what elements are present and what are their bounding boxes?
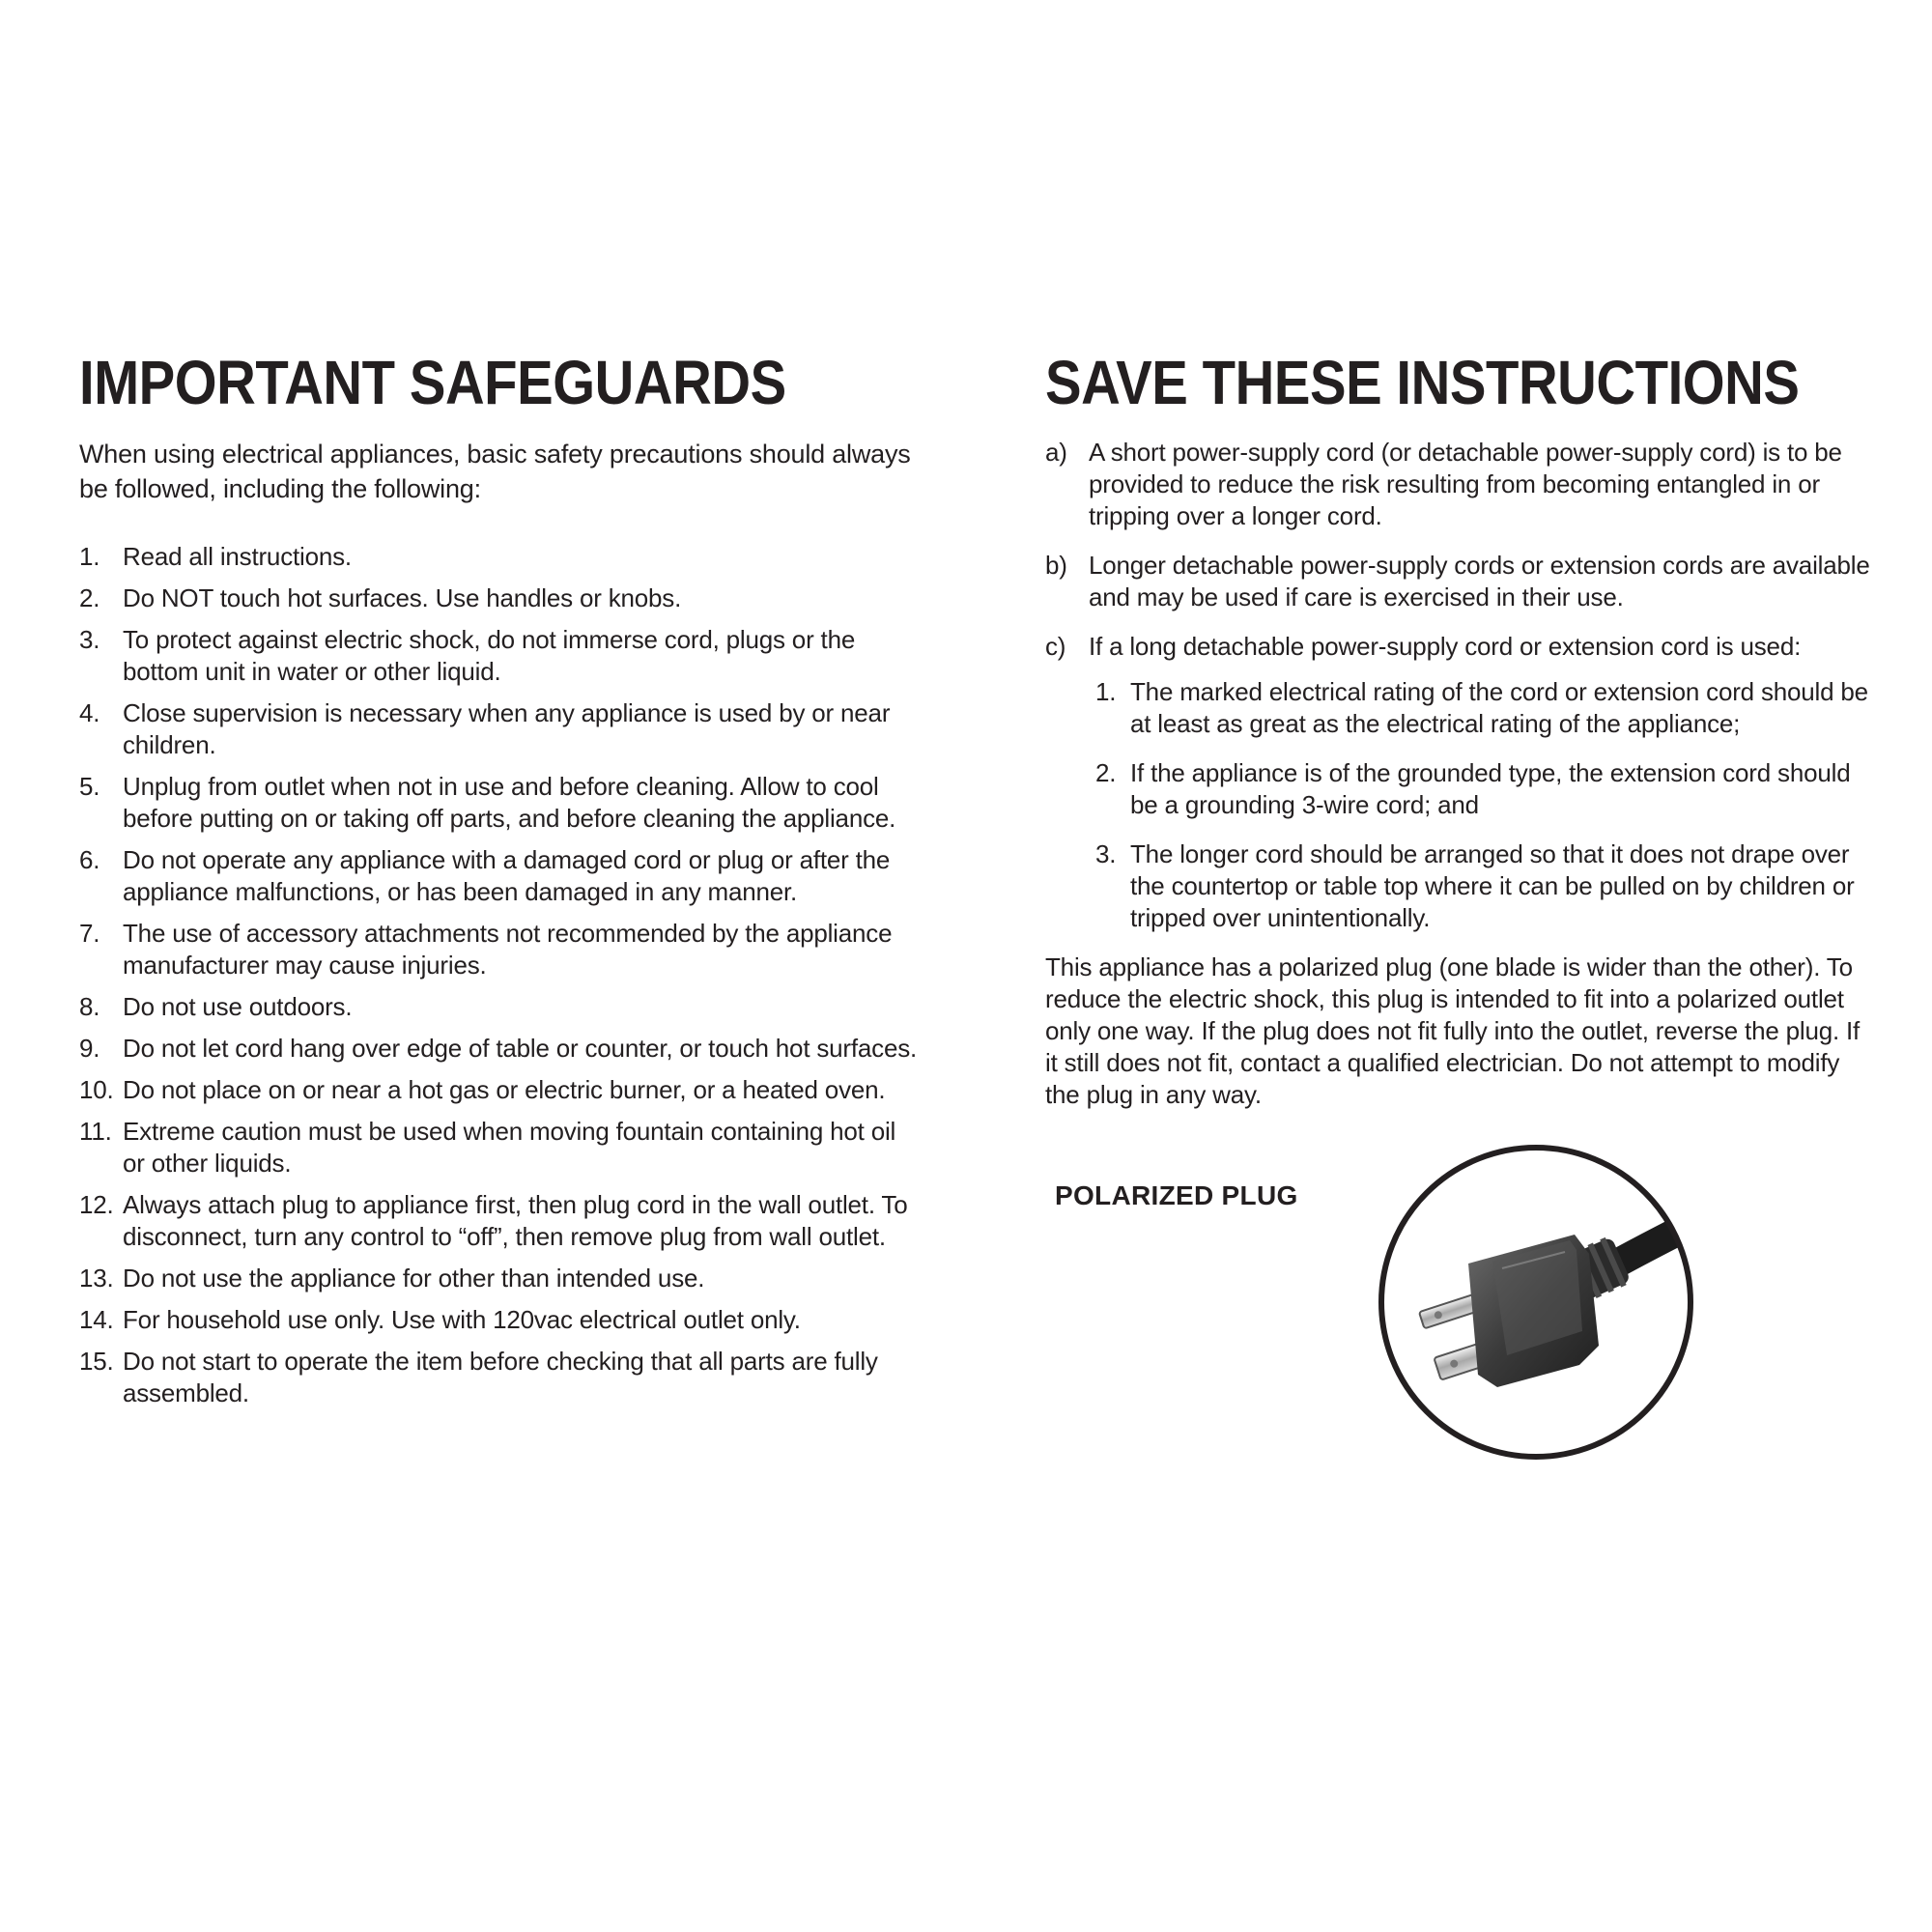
list-item — [79, 541, 920, 573]
item-number: 2. — [1095, 757, 1117, 787]
item-number: 7. — [79, 918, 100, 948]
list-item — [79, 624, 920, 688]
item-text: Do not operate any appliance with a damaged cord or plug or after the appliance malfunctions, or has been damaged in any manner. — [123, 844, 891, 906]
cord-instructions-list — [1045, 437, 1876, 663]
list-item — [1045, 631, 1876, 663]
item-text: Do NOT touch hot surfaces. Use handles or knobs. — [123, 582, 682, 612]
list-item — [79, 1346, 920, 1409]
item-number: 15. — [79, 1346, 114, 1376]
item-number: 10. — [79, 1074, 114, 1104]
polarized-plug-label: POLARIZED PLUG — [1055, 1180, 1298, 1210]
item-text: Unplug from outlet when not in use and before cleaning. Allow to cool before putting on or taking off parts, and before cleaning the appliance. — [123, 771, 896, 833]
item-text: The longer cord should be arranged so that it does not drape over the countertop or table top where it can be pulled on by children or tripped over unintentionally. — [1130, 838, 1855, 932]
item-number: 1. — [1095, 676, 1117, 706]
list-item — [79, 1189, 920, 1253]
item-text: If the appliance is of the grounded type, the extension cord should be a grounding 3-wire cord; and — [1130, 757, 1851, 819]
item-text: Do not use the appliance for other than intended use. — [123, 1263, 705, 1293]
item-number: 12. — [79, 1189, 114, 1219]
list-item — [79, 918, 920, 981]
item-number: 5. — [79, 771, 100, 801]
item-text: Longer detachable power-supply cords or extension cords are available and may be used if care is exercised in their use. — [1089, 550, 1870, 611]
item-number: 3. — [79, 624, 100, 654]
list-item — [79, 1263, 920, 1294]
item-number: 2. — [79, 582, 100, 612]
item-letter: c) — [1045, 631, 1066, 661]
item-text: Read all instructions. — [123, 541, 352, 571]
item-text: Do not let cord hang over edge of table or counter, or touch hot surfaces. — [123, 1033, 918, 1063]
sublist-item — [1095, 676, 1876, 740]
item-number: 3. — [1095, 838, 1117, 868]
page-title-safeguards: IMPORTANT SAFEGUARDS — [79, 348, 786, 417]
item-number: 6. — [79, 844, 100, 874]
item-text: To protect against electric shock, do not immerse cord, plugs or the bottom unit in water or other liquid. — [123, 624, 856, 686]
item-text: The marked electrical rating of the cord or extension cord should be at least as great as the electrical rating of the appliance; — [1130, 676, 1868, 738]
safeguards-list — [79, 541, 920, 1409]
item-text: Always attach plug to appliance first, then plug cord in the wall outlet. To disconnect, turn any control to “off”, then remove plug from wall outlet. — [123, 1189, 908, 1251]
item-number: 1. — [79, 541, 100, 571]
list-item — [79, 1116, 920, 1179]
safeguards-intro: When using electrical appliances, basic safety precautions should always be followed, including the following: — [79, 439, 911, 503]
list-item — [79, 697, 920, 761]
list-item — [79, 582, 920, 614]
polarized-plug-icon — [1372, 1138, 1700, 1466]
list-item — [79, 1033, 920, 1065]
item-number: 14. — [79, 1304, 114, 1334]
page-title-save-instructions: SAVE THESE INSTRUCTIONS — [1045, 348, 1800, 417]
item-text: Close supervision is necessary when any appliance is used by or near children. — [123, 697, 891, 759]
sublist-item — [1095, 838, 1876, 934]
item-number: 13. — [79, 1263, 114, 1293]
important-safeguards-section — [79, 348, 920, 1419]
list-item — [1045, 437, 1876, 532]
list-item — [1045, 550, 1876, 613]
sublist-item — [1095, 757, 1876, 821]
list-item — [79, 1304, 920, 1336]
list-item — [79, 844, 920, 908]
item-text: The use of accessory attachments not recommended by the appliance manufacturer may cause injuries. — [123, 918, 893, 980]
save-instructions-section — [1045, 348, 1876, 1111]
item-number: 9. — [79, 1033, 100, 1063]
item-number: 4. — [79, 697, 100, 727]
item-number: 11. — [79, 1116, 112, 1146]
extension-cord-sublist — [1095, 676, 1876, 934]
item-text: If a long detachable power-supply cord or extension cord is used: — [1089, 631, 1802, 661]
list-item — [79, 1074, 920, 1106]
item-text: A short power-supply cord (or detachable power-supply cord) is to be provided to reduce the risk resulting from becoming entangled in or tripping over a longer cord. — [1089, 437, 1842, 530]
item-letter: b) — [1045, 550, 1067, 580]
item-text: Do not place on or near a hot gas or electric burner, or a heated oven. — [123, 1074, 886, 1104]
item-text: Do not use outdoors. — [123, 991, 353, 1021]
item-text: Extreme caution must be used when moving fountain containing hot oil or other liquids. — [123, 1116, 896, 1178]
item-number: 8. — [79, 991, 100, 1021]
polarized-plug-note: This appliance has a polarized plug (one blade is wider than the other). To reduce the electric shock, this plug is intended to fit into a polarized outlet only one way. If the plug does not fit fully into the outlet, reverse the plug. If it still does not fit, contact a qualified electrician. Do not attempt to modify the plug in any way. — [1045, 952, 1861, 1109]
item-letter: a) — [1045, 437, 1067, 467]
list-item — [79, 991, 920, 1023]
item-text: Do not start to operate the item before checking that all parts are fully assembled. — [123, 1346, 878, 1407]
list-item — [79, 771, 920, 835]
item-text: For household use only. Use with 120vac electrical outlet only. — [123, 1304, 801, 1334]
